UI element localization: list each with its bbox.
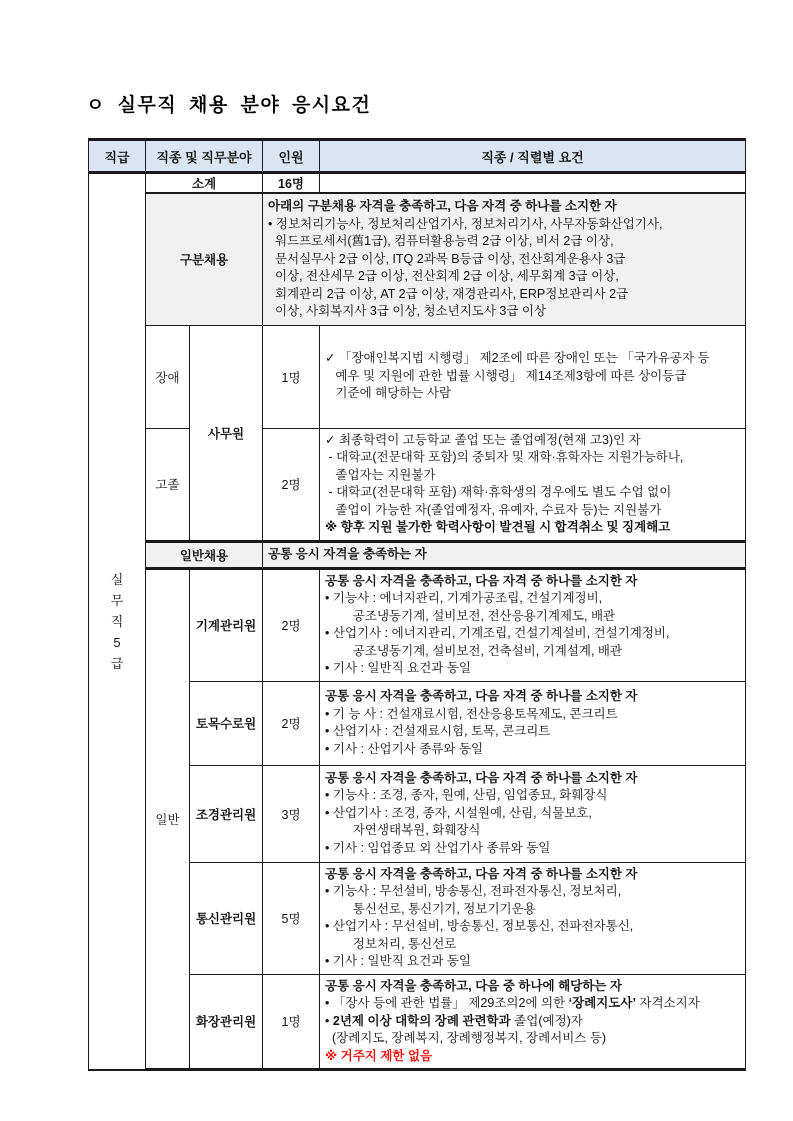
requirements-table bbox=[88, 138, 746, 1071]
job-req-cell: 공통 응시 자격을 충족하고, 다음 자격 중 하나를 소지한 자 • 기능사 : 에너지관리, 기계가공조립, 건설기계정비, 공조냉동기계, 설비보전, 전산응용기계제도, 배관 • 산업기사 : 에너지관리, 기계조립, 건설기계설비, 건설기계정비, 공조냉동기계, 설비보전, 건축설비, 기계설계, 배관 • 기사 : 일반직 요건과 동일 bbox=[320, 568, 746, 681]
rank-cell-silmujik-5geup: 실 무 직 5 급 bbox=[89, 173, 146, 1070]
job-name-cell: 기계관리원 bbox=[190, 568, 263, 681]
header-cell-requirements: 직종 / 직렬별 요건 bbox=[320, 140, 746, 173]
gubun-req-cell: 아래의 구분채용 자격을 충족하고, 다음 자격 중 하나를 소지한 자 • 정보처리기능사, 정보처리산업기사, 정보처리기사, 사무자동화산업기사, 워드프로세서(舊1급), 컴퓨터활용능력 2급 이상, 비서 2급 이상, 문서실무사 2급 이상, ITQ 2과목 B등급 이상, 전산회계운용사 3급 이상, 전산세무 2급 이상, 전산회계 2급 이상, 세무회계 3급 이상, 회계관리 2급 이상, AT 2급 이상, 재경관리사, ERP정보관리사 2급 이상, 사회복지사 3급 이상, 청소년지도사 3급 이상 bbox=[263, 193, 746, 325]
samuwon-job-cell: 사무원 bbox=[190, 325, 263, 541]
jangae-type-cell: 장애 bbox=[146, 325, 190, 428]
header-cell-count: 인원 bbox=[263, 140, 320, 173]
job-req-cell: 공통 응시 자격을 충족하고, 다음 자격 중 하나를 소지한 자 • 기능사 : 무선설비, 방송통신, 전파전자통신, 정보처리, 통신선로, 통신기기, 정보기기운용 • 산업기사 : 무선설비, 방송통신, 정보통신, 전파전자통신, 정보처리, 통신선로 • 기사 : 일반직 요건과 동일 bbox=[320, 862, 746, 974]
job-name-cell: 화장관리원 bbox=[190, 974, 263, 1070]
job-name-cell: 조경관리원 bbox=[190, 765, 263, 862]
header-cell-rank: 직급 bbox=[89, 140, 146, 173]
jangae-count-cell: 1명 bbox=[263, 325, 320, 428]
ilban-chaeyong-label-cell: 일반채용 bbox=[146, 541, 263, 568]
ilban-chaeyong-req-cell: 공통 응시 자격을 충족하는 자 bbox=[263, 541, 746, 568]
jangae-row bbox=[89, 325, 746, 428]
job-count-cell: 1명 bbox=[263, 974, 320, 1070]
gubun-chaeyong-row bbox=[89, 193, 746, 325]
page-title: ㅇ 실무직 채용 분야 응시요건 bbox=[86, 95, 372, 116]
subtotal-count-cell: 16명 bbox=[263, 173, 320, 194]
jangae-req-cell: ✓ 「장애인복지법 시행령」 제2조에 따른 장애인 또는 「국가유공자 등 예우 및 지원에 관한 법률 시행령」 제14조제3항에 따른 상이등급 기준에 해당하는 사람 bbox=[320, 325, 746, 428]
job-count-cell: 2명 bbox=[263, 568, 320, 681]
gojol-type-cell: 고졸 bbox=[146, 428, 190, 541]
ilban-chaeyong-row bbox=[89, 541, 746, 568]
gojol-count-cell: 2명 bbox=[263, 428, 320, 541]
subtotal-row bbox=[89, 173, 746, 194]
job-row-gigye bbox=[89, 568, 746, 681]
job-req-cell: 공통 응시 자격을 충족하고, 다음 자격 중 하나를 소지한 자 • 기 능 사 : 건설재료시험, 전산응용토목제도, 콘크리트 • 산업기사 : 건설재료시험, 토목, 콘크리트 • 기사 : 산업기사 종류와 동일 bbox=[320, 681, 746, 765]
gubun-label-cell: 구분채용 bbox=[146, 193, 263, 325]
job-name-cell: 통신관리원 bbox=[190, 862, 263, 974]
gojol-req-cell: ✓ 최종학력이 고등학교 졸업 또는 졸업예정(현재 고3)인 자 - 대학교(전문대학 포함)의 중퇴자 및 재학·휴학자는 지원가능하나, 졸업자는 지원불가 - 대학교(전문대학 포함) 재학·휴학생의 경우에도 별도 수업 없이 졸업이 가능한 자(졸업예정자, 유예자, 수료자 등)는 지원불가 ※ 향후 지원 불가한 학력사항이 발견될 시 합격취소 및 징계해고 bbox=[320, 428, 746, 541]
job-count-cell: 3명 bbox=[263, 765, 320, 862]
job-req-cell: 공통 응시 자격을 충족하고, 다음 중 하나에 해당하는 자 • 「장사 등에 관한 법률」 제29조의2에 의한 ‘장례지도사’ 자격소지자 • 2년제 이상 대학의 장례 관련학과 졸업(예정)자 (장례지도, 장례복지, 장례행정복지, 장례서비스 등) ※ 거주지 제한 없음 bbox=[320, 974, 746, 1070]
job-count-cell: 2명 bbox=[263, 681, 320, 765]
subtotal-label-cell: 소계 bbox=[146, 173, 263, 194]
job-req-cell: 공통 응시 자격을 충족하고, 다음 자격 중 하나를 소지한 자 • 기능사 : 조경, 종자, 원예, 산림, 임업종묘, 화훼장식 • 산업기사 : 조경, 종자, 시설원예, 산림, 식물보호, 자연생태복원, 화훼장식 • 기사 : 임업종묘 외 산업기사 종류와 동일 bbox=[320, 765, 746, 862]
job-count-cell: 5명 bbox=[263, 862, 320, 974]
subtotal-req-cell bbox=[320, 173, 746, 194]
table-header-row bbox=[89, 140, 746, 173]
job-name-cell: 토목수로원 bbox=[190, 681, 263, 765]
ilban-group-cell: 일반 bbox=[146, 568, 190, 1070]
gojol-row bbox=[89, 428, 746, 541]
header-cell-category: 직종 및 직무분야 bbox=[146, 140, 263, 173]
